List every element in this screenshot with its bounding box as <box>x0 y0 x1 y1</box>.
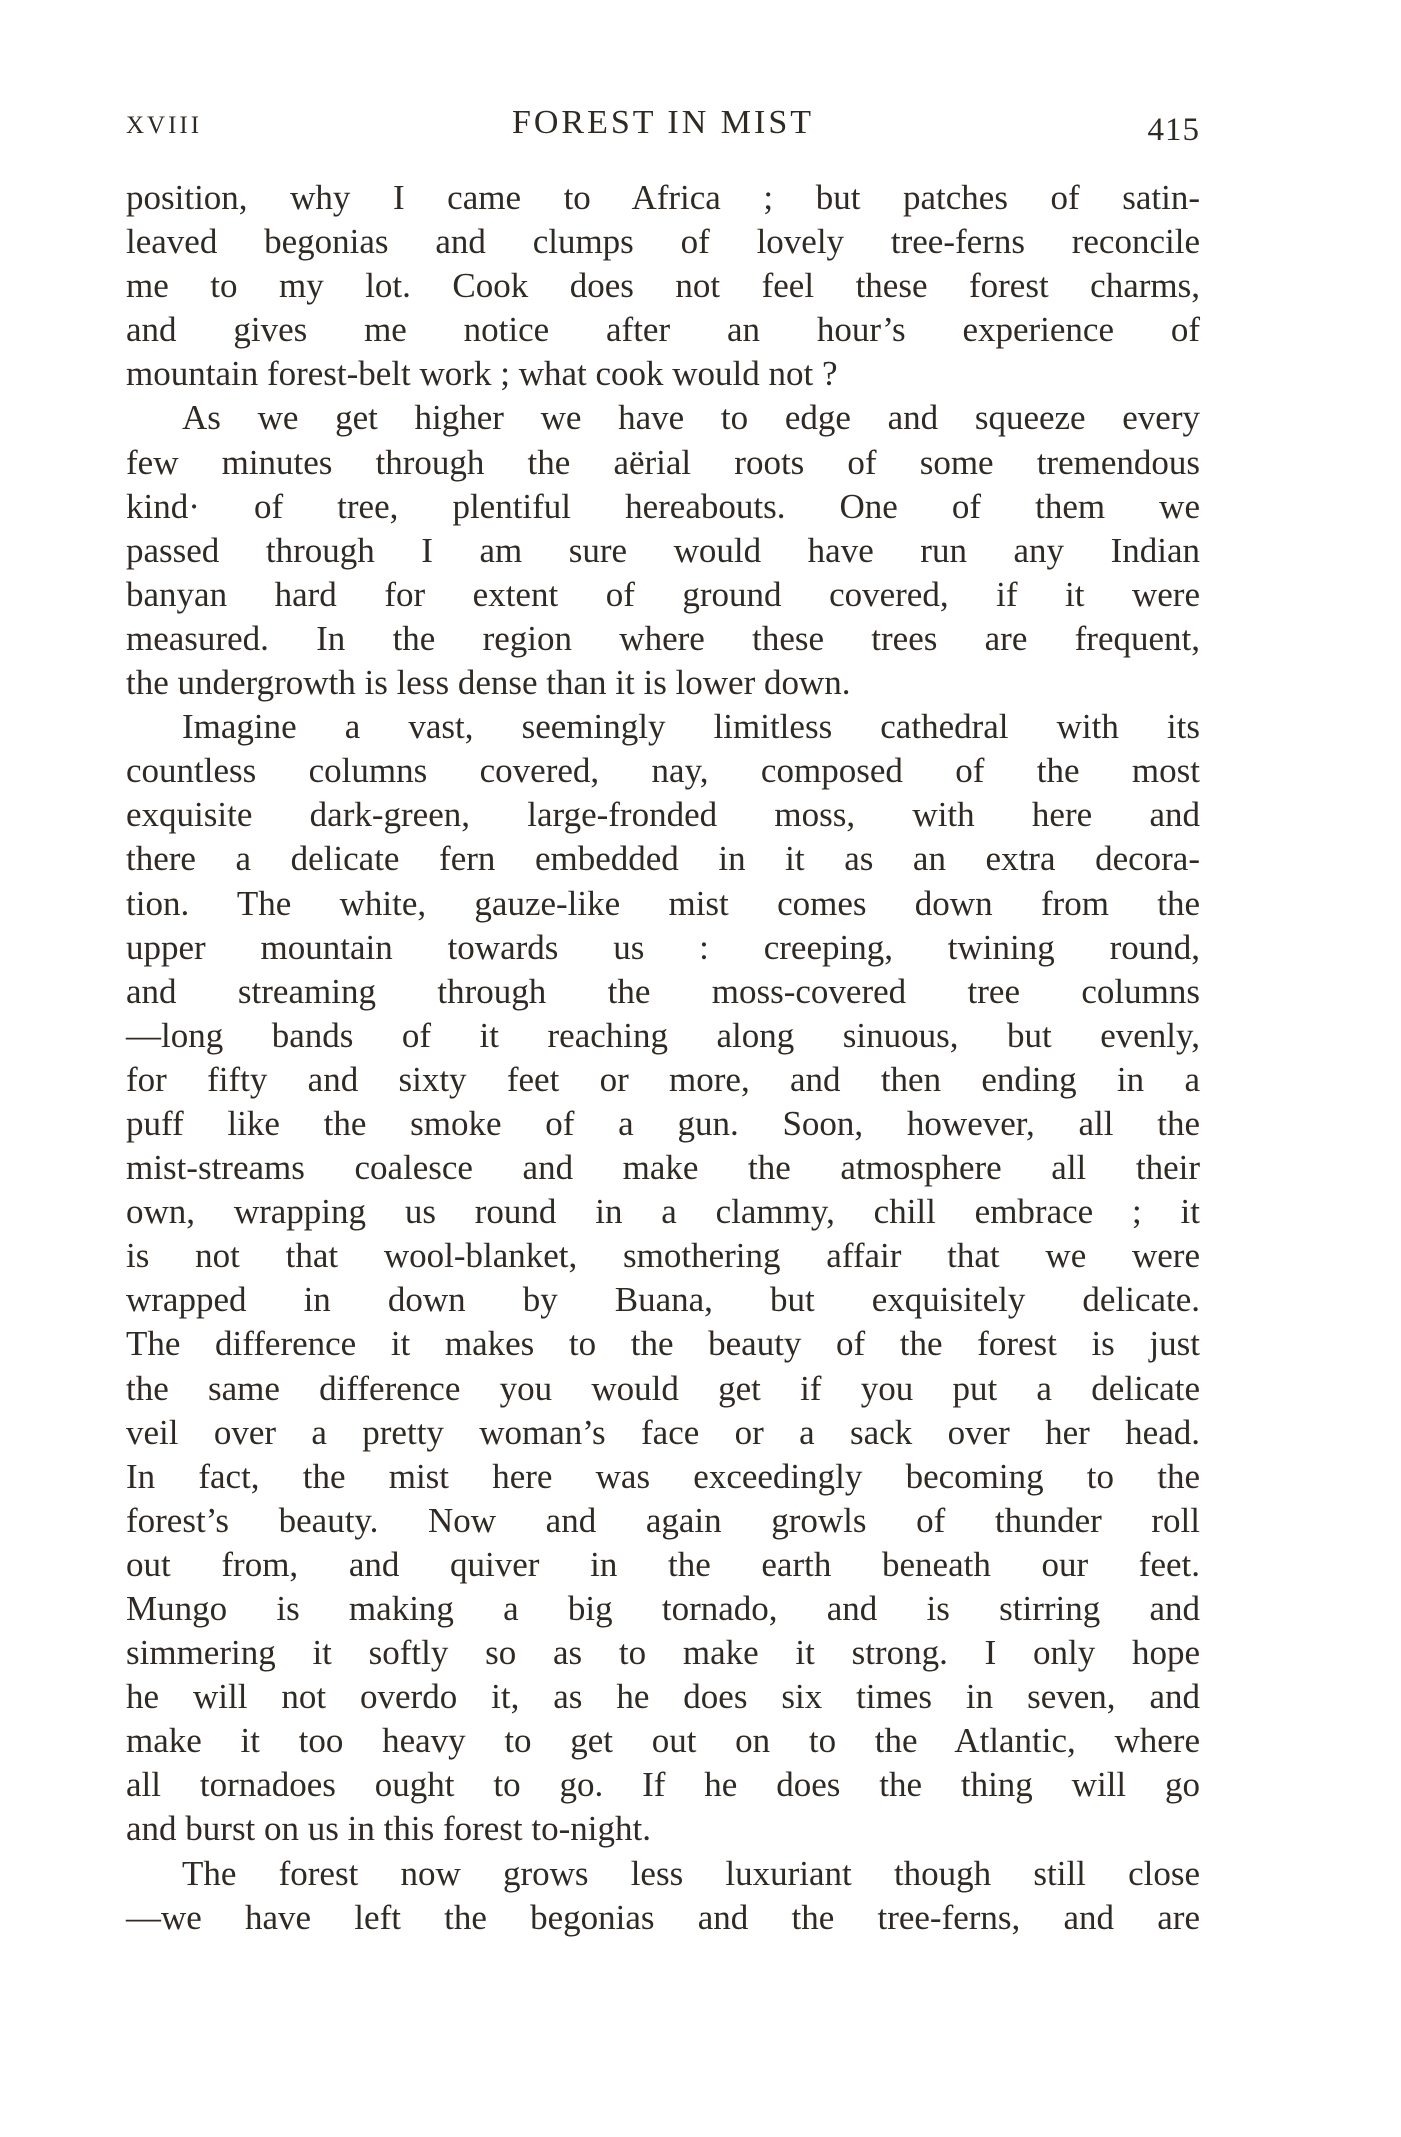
text-line: puff like the smoke of a gun. Soon, however, all the <box>126 1103 1200 1143</box>
text-line: As we get higher we have to edge and squeeze every <box>182 398 1200 438</box>
text-line: the same difference you would get if you put a delicate <box>126 1368 1200 1408</box>
text-line: wrapped in down by Buana, but exquisitely delicate. <box>126 1280 1200 1320</box>
text-line: countless columns covered, nay, composed of the most <box>126 751 1200 791</box>
text-line: he will not overdo it, as he does six times in seven, and <box>126 1677 1200 1717</box>
text-line: few minutes through the aërial roots of some tremendous <box>126 442 1200 482</box>
text-line: own, wrapping us round in a clammy, chill embrace ; it <box>126 1192 1200 1232</box>
text-line: for fifty and sixty feet or more, and then ending in a <box>126 1059 1200 1099</box>
text-line: —we have left the begonias and the tree-ferns, and are <box>126 1897 1200 1937</box>
text-line: is not that wool-blanket, smothering affair that we were <box>126 1236 1200 1276</box>
text-line: exquisite dark-green, large-fronded moss, with here and <box>126 795 1200 835</box>
text-line: all tornadoes ought to go. If he does the thing will go <box>126 1765 1200 1805</box>
body-text <box>126 176 1200 1940</box>
text-line: there a delicate fern embedded in it as an extra decora- <box>126 839 1200 879</box>
text-line: and gives me notice after an hour’s experience of <box>126 310 1200 350</box>
text-line: mountain forest-belt work ; what cook would not ? <box>126 354 838 394</box>
text-line: me to my lot. Cook does not feel these forest charms, <box>126 266 1200 306</box>
text-line: —long bands of it reaching along sinuous, but evenly, <box>126 1015 1200 1055</box>
text-line: and streaming through the moss-covered tree columns <box>126 971 1200 1011</box>
text-line: and burst on us in this forest to-night. <box>126 1809 651 1849</box>
page-number: 415 <box>1147 112 1200 148</box>
text-line: mist-streams coalesce and make the atmosphere all their <box>126 1148 1200 1188</box>
text-line: the undergrowth is less dense than it is lower down. <box>126 663 851 703</box>
text-line: make it too heavy to get out on to the Atlantic, where <box>126 1721 1200 1761</box>
text-line: Mungo is making a big tornado, and is stirring and <box>126 1589 1200 1628</box>
text-line: The forest now grows less luxuriant though still close <box>182 1853 1200 1893</box>
text-line: forest’s beauty. Now and again growls of thunder roll <box>126 1500 1200 1540</box>
running-head <box>126 104 1200 154</box>
text-line: simmering it softly so as to make it strong. I only hope <box>126 1633 1200 1673</box>
text-line: Imagine a vast, seemingly limitless cathedral with its <box>182 707 1200 747</box>
text-line: tion. The white, gauze-like mist comes down from the <box>126 883 1200 923</box>
text-line: banyan hard for extent of ground covered, if it were <box>126 574 1200 614</box>
text-line: out from, and quiver in the earth beneath our feet. <box>126 1544 1200 1584</box>
text-line: measured. In the region where these trees are frequent, <box>126 618 1200 658</box>
text-line: position, why I came to Africa ; but patches of satin- <box>126 178 1200 217</box>
text-line: upper mountain towards us : creeping, twining round, <box>126 927 1200 967</box>
text-line: leaved begonias and clumps of lovely tree-ferns reconcile <box>126 222 1200 262</box>
text-line: passed through I am sure would have run any Indian <box>126 530 1200 570</box>
chapter-number: XVIII <box>126 112 203 139</box>
text-line: In fact, the mist here was exceedingly becoming to the <box>126 1456 1200 1496</box>
text-line: veil over a pretty woman’s face or a sack over her head. <box>126 1412 1200 1452</box>
chapter-title: FOREST IN MIST <box>511 104 815 141</box>
text-line: The difference it makes to the beauty of the forest is just <box>126 1324 1200 1364</box>
text-line: kind· of tree, plentiful hereabouts. One of them we <box>126 486 1200 526</box>
